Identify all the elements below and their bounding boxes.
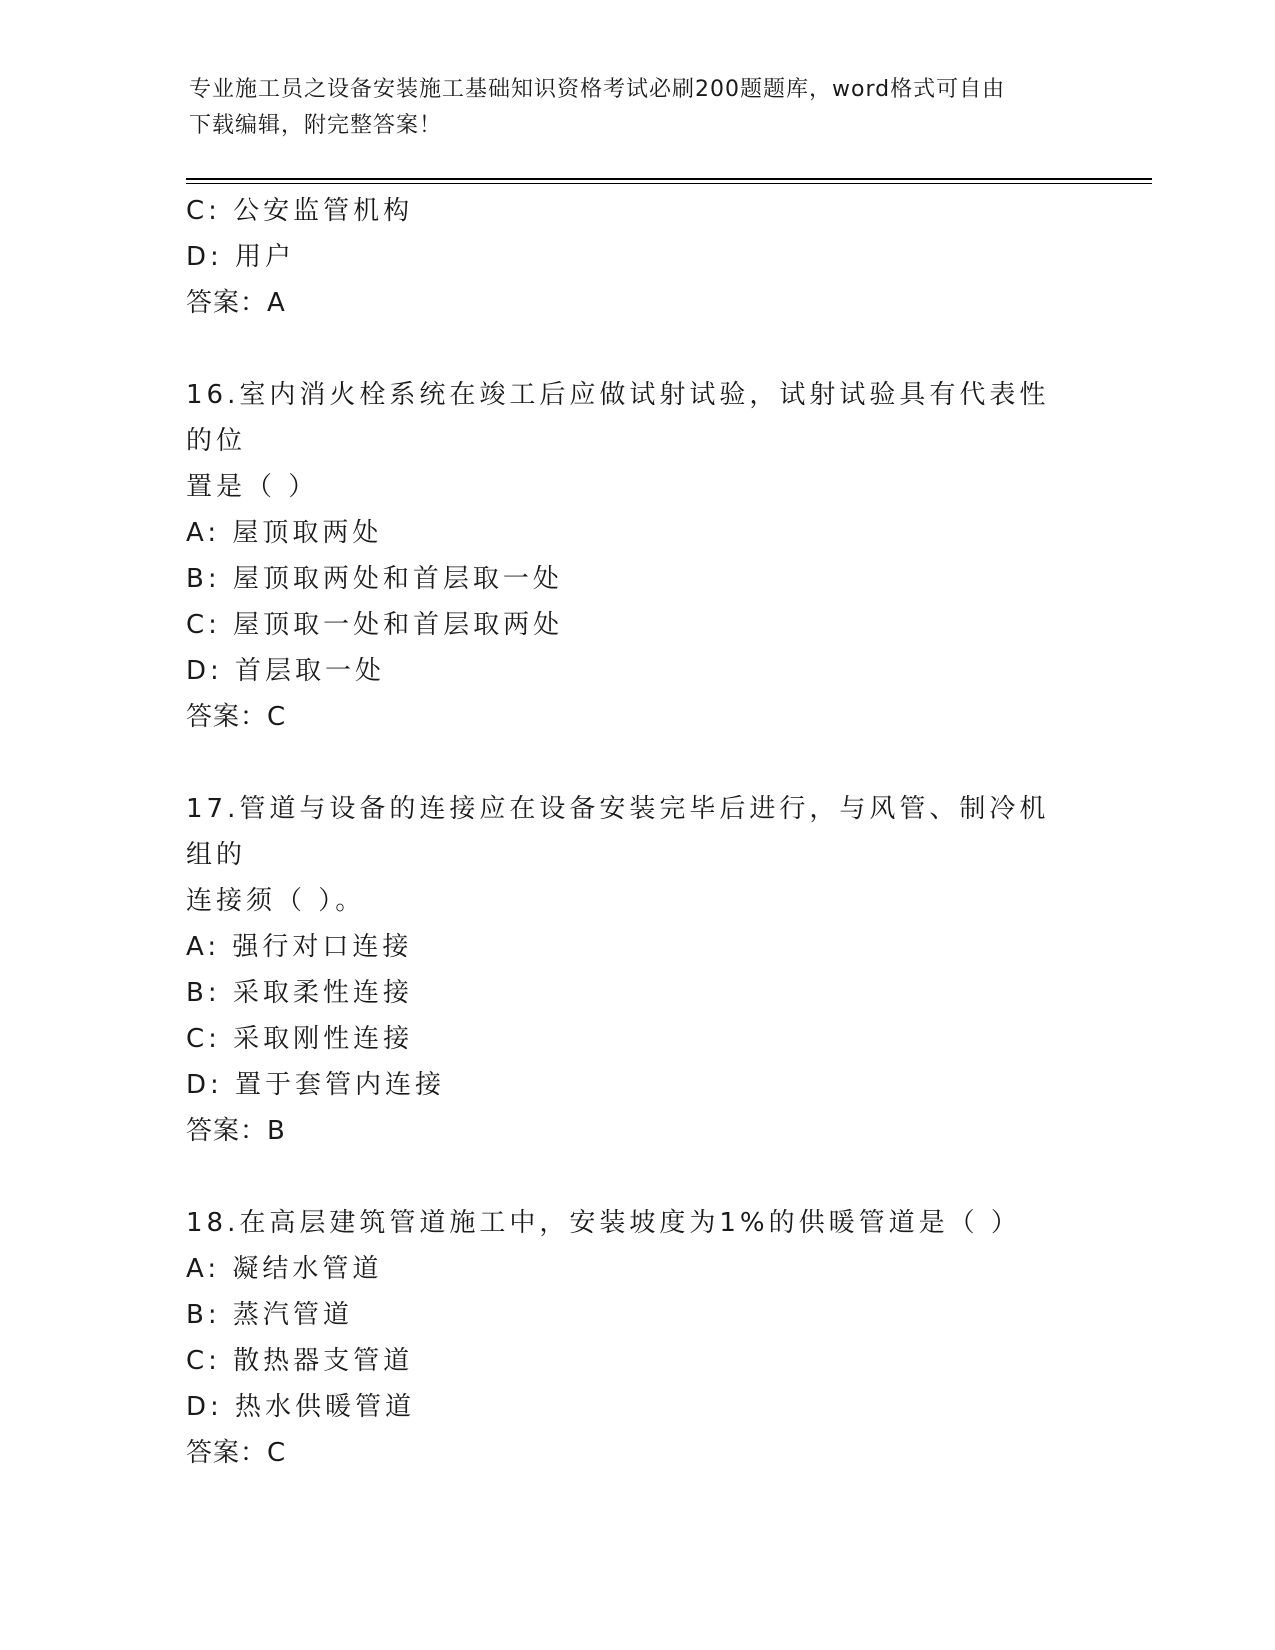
question-stem-line-2: 置是（ ） — [186, 472, 319, 502]
option-a: A: 强行对口连接 — [186, 932, 413, 962]
answer-line: 答案：C — [186, 702, 287, 732]
question-stem-line-1: 18.在高层建筑管道施工中，安装坡度为1%的供暖管道是（ ） — [186, 1208, 1021, 1238]
spacer — [186, 326, 1086, 372]
option-a: A: 屋顶取两处 — [186, 518, 383, 548]
question-stem-line-2: 连接须（ ）。 — [186, 886, 366, 916]
answer-line: 答案：A — [186, 288, 286, 318]
option-d: D: 热水供暖管道 — [186, 1392, 416, 1422]
answer-line: 答案：B — [186, 1116, 286, 1146]
prev-question-tail — [186, 188, 1086, 326]
question-17 — [186, 786, 1086, 1154]
option-c: C: 屋顶取一处和首层取两处 — [186, 610, 564, 640]
header-line-2: 下载编辑，附完整答案！ — [189, 113, 443, 138]
option-d: D: 首层取一处 — [186, 656, 386, 686]
header-rule-thick — [186, 178, 1152, 180]
option-b: B: 屋顶取两处和首层取一处 — [186, 564, 563, 594]
answer-line: 答案：C — [186, 1438, 287, 1468]
question-18 — [186, 1200, 1086, 1476]
spacer — [186, 1154, 1086, 1200]
question-16 — [186, 372, 1086, 740]
option-b: B: 蒸汽管道 — [186, 1300, 353, 1330]
question-content — [186, 188, 1086, 1476]
question-stem-line-1: 16.室内消火栓系统在竣工后应做试射试验，试射试验具有代表性的位 — [186, 380, 1050, 456]
header-rule-thin — [186, 183, 1152, 184]
spacer — [186, 740, 1086, 786]
option-b: B: 采取柔性连接 — [186, 978, 413, 1008]
header-line-1: 专业施工员之设备安装施工基础知识资格考试必刷200题题库，word格式可自由 — [189, 77, 1006, 102]
option-d: D: 置于套管内连接 — [186, 1070, 446, 1100]
document-header — [189, 72, 1089, 144]
option-c: C: 采取刚性连接 — [186, 1024, 414, 1054]
option-a: A: 凝结水管道 — [186, 1254, 383, 1284]
question-stem-line-1: 17.管道与设备的连接应在设备安装完毕后进行，与风管、制冷机组的 — [186, 794, 1050, 870]
option-d: D: 用户 — [186, 242, 296, 272]
option-c: C: 公安监管机构 — [186, 196, 414, 226]
option-c: C: 散热器支管道 — [186, 1346, 414, 1376]
